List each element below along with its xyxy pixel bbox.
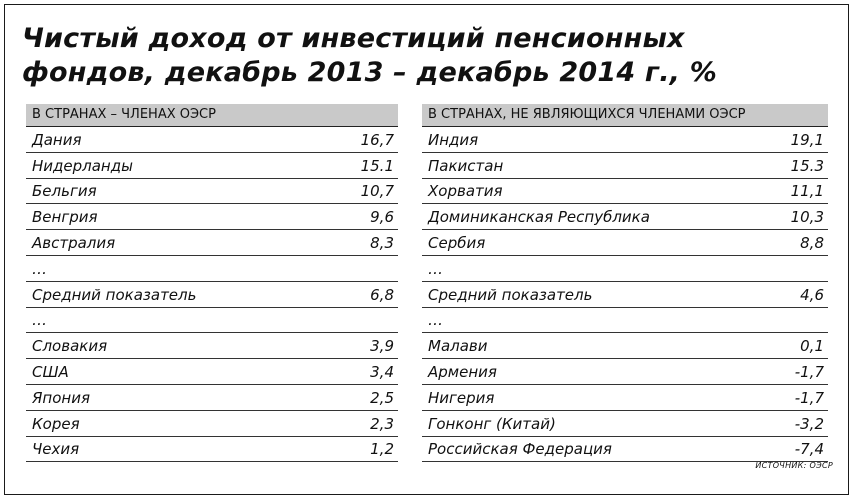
return-value: 1,2 [370, 440, 394, 459]
country-name: Армения [428, 362, 497, 381]
country-name: Средний показатель [32, 285, 197, 304]
return-value: 11,1 [790, 182, 824, 201]
return-value: -1,7 [794, 362, 824, 381]
country-name: Словакия [32, 337, 108, 356]
country-name: Бельгия [32, 182, 97, 201]
country-name: Нигерия [428, 388, 495, 407]
return-value: 8,3 [370, 233, 394, 252]
country-name: Гонконг (Китай) [428, 414, 556, 433]
table-row [26, 282, 398, 308]
return-value: 3,4 [370, 362, 394, 381]
table-row [26, 437, 398, 463]
return-value: -3,2 [794, 414, 824, 433]
country-name: … [32, 259, 47, 278]
country-name: … [32, 311, 47, 330]
return-value: -7,4 [794, 440, 824, 459]
country-name: Индия [428, 130, 479, 149]
return-value: 10,3 [790, 208, 824, 227]
table-row [422, 230, 828, 256]
oecd-members-table [26, 104, 398, 462]
return-value: 2,3 [370, 414, 394, 433]
table-row [26, 308, 398, 334]
country-name: … [428, 259, 443, 278]
country-name: Чехия [32, 440, 80, 459]
country-name: Корея [32, 414, 80, 433]
table-row [422, 333, 828, 359]
table-row [26, 153, 398, 179]
table-row [422, 385, 828, 411]
table-row [26, 230, 398, 256]
table-row [26, 411, 398, 437]
country-name: Средний показатель [428, 285, 593, 304]
return-value: 8,8 [800, 233, 824, 252]
oecd-members-rows [26, 127, 398, 462]
table-row [422, 127, 828, 153]
return-value: -1,7 [794, 388, 824, 407]
country-name: Хорватия [428, 182, 503, 201]
non-oecd-table [422, 104, 828, 462]
return-value: 6,8 [370, 285, 394, 304]
table-row [26, 127, 398, 153]
return-value: 2,5 [370, 388, 394, 407]
table-row [26, 359, 398, 385]
non-oecd-header: В СТРАНАХ, НЕ ЯВЛЯЮЩИХСЯ ЧЛЕНАМИ ОЭСР [422, 104, 828, 127]
country-name: Российская Федерация [428, 440, 612, 459]
country-name: Япония [32, 388, 90, 407]
return-value: 3,9 [370, 337, 394, 356]
country-name: Нидерланды [32, 156, 133, 175]
return-value: 4,6 [800, 285, 824, 304]
return-value: 10,7 [360, 182, 394, 201]
return-value: 15.3 [790, 156, 824, 175]
table-row [422, 308, 828, 334]
table-row [422, 256, 828, 282]
table-row [26, 385, 398, 411]
chart-title-line-2: фондов, декабрь 2013 – декабрь 2014 г., % [22, 57, 717, 88]
table-row [422, 282, 828, 308]
source-note: ИСТОЧНИК: ОЭСР [755, 461, 833, 470]
table-row [422, 153, 828, 179]
return-value: 19,1 [790, 130, 824, 149]
chart-title-line-1: Чистый доход от инвестиций пенсионных [22, 23, 685, 54]
chart-title [22, 22, 822, 90]
country-name: Пакистан [428, 156, 504, 175]
country-name: … [428, 311, 443, 330]
table-row [422, 179, 828, 205]
return-value: 9,6 [370, 208, 394, 227]
country-name: Доминиканская Республика [428, 208, 650, 227]
country-name: Малави [428, 337, 488, 356]
table-row [422, 437, 828, 463]
non-oecd-rows [422, 127, 828, 462]
table-row [26, 204, 398, 230]
return-value: 15.1 [360, 156, 394, 175]
country-name: Дания [32, 130, 82, 149]
table-row [26, 179, 398, 205]
country-name: Венгрия [32, 208, 98, 227]
country-name: Австралия [32, 233, 116, 252]
return-value: 0,1 [800, 337, 824, 356]
table-row [422, 359, 828, 385]
country-name: Сербия [428, 233, 486, 252]
table-row [26, 256, 398, 282]
return-value: 16,7 [360, 130, 394, 149]
table-row [422, 204, 828, 230]
table-row [26, 333, 398, 359]
oecd-members-header: В СТРАНАХ – ЧЛЕНАХ ОЭСР [26, 104, 398, 127]
table-row [422, 411, 828, 437]
country-name: США [32, 362, 69, 381]
